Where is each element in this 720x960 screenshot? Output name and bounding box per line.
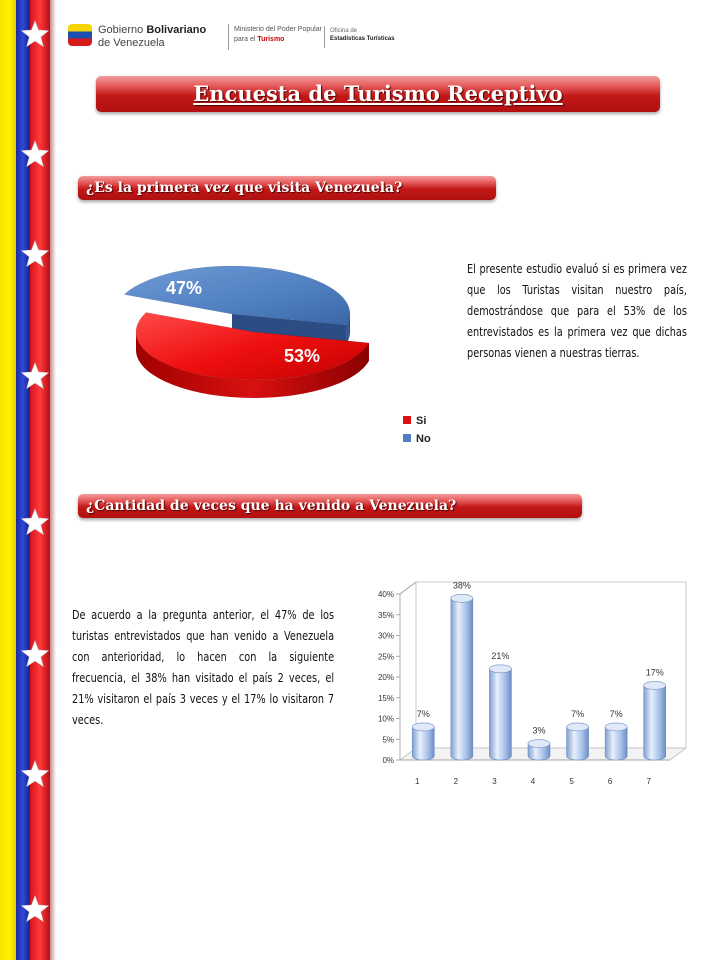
pie-chart-first-visit — [100, 240, 460, 460]
bar-data-label: 3% — [532, 725, 546, 736]
bar-top — [644, 681, 666, 689]
y-tick-label: 20% — [377, 673, 394, 682]
logo-divider-2 — [324, 26, 325, 48]
bar-6 — [605, 723, 627, 760]
x-tick-label: 2 — [453, 777, 459, 786]
bar-2 — [451, 594, 473, 760]
bar-top — [567, 723, 589, 731]
bar-top — [605, 723, 627, 731]
ministry-line-2: para el Turismo — [234, 36, 285, 43]
y-tick-label: 5% — [382, 735, 394, 745]
flag-stripe-yellow — [0, 0, 16, 960]
legend-swatch-no — [403, 434, 411, 442]
bar-top — [489, 665, 511, 673]
bar-1 — [412, 723, 434, 760]
government-logo — [68, 18, 398, 54]
bar-body — [567, 727, 589, 760]
bar-chart-visit-count — [360, 570, 720, 800]
bar-4 — [528, 740, 550, 760]
bar-data-label: 21% — [491, 650, 510, 661]
star-icon — [20, 760, 50, 790]
question-first-visit: ¿Es la primera vez que visita Venezuela? — [78, 176, 496, 200]
legend-label-no: No — [416, 433, 431, 445]
logo-line-2: de Venezuela — [98, 37, 165, 49]
page-title: Encuesta de Turismo Receptivo — [96, 76, 660, 112]
bar-data-label: 7% — [571, 708, 585, 719]
logo-line-1: Gobierno Bolivariano — [98, 24, 207, 36]
bar-data-label: 7% — [416, 708, 430, 719]
star-icon — [20, 362, 50, 392]
pie-label-si: 53% — [284, 346, 321, 366]
y-tick-label: 30% — [377, 631, 394, 641]
bar-top — [412, 723, 434, 731]
x-tick-label: 4 — [530, 777, 536, 786]
office-line-2: Estadísticas Turísticas — [330, 36, 395, 42]
bar-data-label: 7% — [609, 708, 623, 719]
visit-count-description: De acuerdo a la pregunta anterior, el 47% de los turistas entrevistados que han venido a Venezuela con anterioridad, lo hacen con la siguiente frecuencia, el 38% han visitado el país 2 veces, el 21% visitaron el país 3 veces y el 17% lo visitaron 7 veces. — [72, 607, 335, 727]
logo-divider — [228, 24, 229, 50]
legend-swatch-si — [403, 416, 411, 424]
y-tick-label: 15% — [377, 693, 394, 703]
star-icon — [20, 508, 50, 538]
star-icon — [20, 140, 50, 170]
office-line-1: Oficina de — [330, 28, 358, 34]
bar-5 — [567, 723, 589, 760]
bar-3 — [489, 665, 511, 760]
bar-7 — [644, 681, 666, 760]
bar-data-label: 38% — [452, 580, 471, 591]
first-visit-description: El presente estudio evaluó si es primera vez que los Turistas visitan nuestro país, demostrándose que para el 53% de los entrevistados es la primera vez que dichas personas vienen a nuestras tierras. — [467, 261, 687, 360]
x-tick-label: 7 — [646, 777, 651, 786]
bar-data-label: 17% — [645, 667, 664, 678]
y-tick-label: 35% — [377, 610, 394, 620]
y-tick-label: 10% — [377, 714, 394, 724]
x-tick-label: 6 — [607, 777, 613, 786]
star-icon — [20, 895, 50, 925]
flag-stripe-shadow — [50, 0, 56, 960]
legend-label-si: Si — [416, 415, 427, 427]
bar-body — [412, 727, 434, 760]
bar-body — [605, 727, 627, 760]
star-icon — [20, 640, 50, 670]
bar-body — [644, 685, 666, 760]
pie-label-no: 47% — [166, 278, 203, 298]
y-tick-label: 0% — [382, 756, 394, 765]
x-tick-label: 3 — [492, 777, 497, 786]
bar-top — [528, 740, 550, 748]
ministry-line-1: Ministerio del Poder Popular — [234, 26, 322, 33]
question-visit-count: ¿Cantidad de veces que ha venido a Venezuela? — [78, 494, 582, 518]
y-tick-label: 25% — [377, 652, 394, 662]
bar-body — [489, 669, 511, 760]
star-icon — [20, 20, 50, 50]
x-tick-label: 1 — [415, 777, 420, 786]
x-tick-label: 5 — [569, 777, 574, 786]
star-icon — [20, 240, 50, 270]
bar-top — [451, 594, 473, 602]
y-tick-label: 40% — [377, 590, 394, 599]
bar-body — [451, 598, 473, 760]
venezuela-flag-icon — [68, 24, 92, 46]
